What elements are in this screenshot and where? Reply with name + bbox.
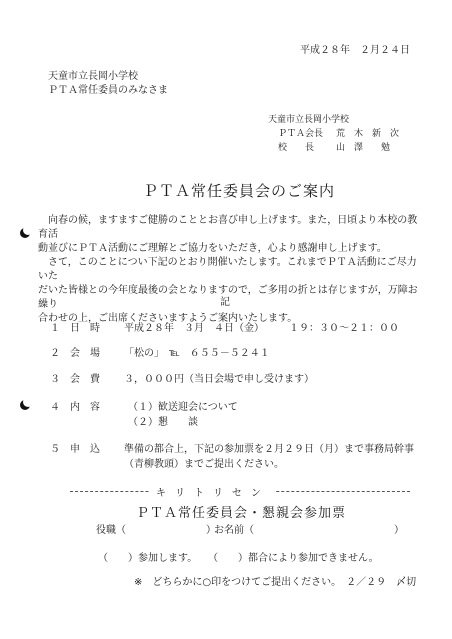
sender-principal-title: 校 長 — [278, 143, 315, 153]
form-title: ＰＴＡ常任委員会・懇親会参加票 — [136, 506, 347, 521]
item-content — [0, 401, 452, 415]
item-number: ４ — [50, 402, 60, 413]
item-label: 会 費 — [70, 374, 100, 385]
notice-title: ＰＴＡ常任委員会のご案内 — [143, 182, 336, 200]
item-fee — [0, 373, 452, 387]
item-label: 会 場 — [70, 348, 100, 359]
item-value: 準備の都合上，下記の参加票を２月２９日（月）まで事務局幹事 — [124, 444, 414, 455]
item-value: （青柳教頭）までご提出ください。 — [124, 459, 284, 470]
decline-option[interactable]: （ ）都合により参加できません。 — [208, 553, 379, 564]
item-value: ３，０００円（当日会場で申し受けます） — [124, 374, 314, 385]
item-content-2 — [0, 416, 452, 430]
binder-hole-mark — [20, 228, 30, 238]
sender-pta-name: 荒 木 新 次 — [336, 129, 400, 139]
name-field[interactable]: お名前（ ） — [214, 525, 404, 536]
recipient-school: 天童市立長岡小学校 — [48, 71, 138, 82]
body-line: 向春の候，ますますご健勝のこととお喜び申し上げます。また，日頃より本校の教育活 — [38, 215, 418, 240]
item-value: （２）懇 談 — [128, 417, 198, 428]
role-field[interactable]: 役職（ ） — [96, 525, 216, 536]
recipient-group: ＰＴＡ常任委員のみなさま — [48, 85, 168, 96]
body-line: 合わせの上，ご出席くださいますようご案内いたします。 — [38, 313, 298, 324]
item-venue — [0, 347, 452, 361]
item-application-2 — [0, 458, 452, 472]
body-line: だいた皆様との今年度最後の会となりますので，ご多用の折とは存じますが，万障お繰り — [38, 285, 418, 310]
item-number: ５ — [50, 444, 60, 455]
item-application — [0, 443, 452, 457]
item-value: 「松の」 ℡ ６５５－５２４１ — [124, 348, 270, 359]
sender-school: 天童市立長岡小学校 — [268, 115, 350, 125]
item-label: 日 時 — [70, 323, 100, 334]
item-number: １ — [50, 323, 60, 334]
body-line: 動並びにＰＴＡ活動にご理解とご協力をいただき，心より感謝申し上げます。 — [38, 243, 387, 254]
body-line: さて，このことについ下記のとおり開催いたします。これまでＰＴＡ活動にご尽力いた — [38, 257, 417, 282]
item-label: 内 容 — [70, 402, 100, 413]
sender-pta-title: ＰＴＡ会長 — [278, 129, 324, 139]
document-date: 平成２８年 ２月２４日 — [300, 45, 410, 56]
body-text — [38, 214, 418, 326]
item-value: 平成２８年 ３月 ４日（金） １９：３０～２１：００ — [124, 323, 399, 334]
sender-principal-name: 山 澤 勉 — [336, 143, 391, 153]
cut-label: キリトリセン — [150, 484, 276, 499]
item-datetime — [0, 322, 452, 336]
ki-heading: 記 — [220, 297, 230, 308]
item-value: （１）歓送迎会について — [128, 402, 238, 413]
item-number: ３ — [50, 374, 60, 385]
submission-note: ※ どちらかに○印をつけてご提出ください。 ２／２９ 〆切 — [134, 577, 417, 588]
attend-option[interactable]: （ ）参加します。 — [98, 553, 198, 564]
item-number: ２ — [50, 348, 60, 359]
item-label: 申 込 — [70, 444, 100, 455]
